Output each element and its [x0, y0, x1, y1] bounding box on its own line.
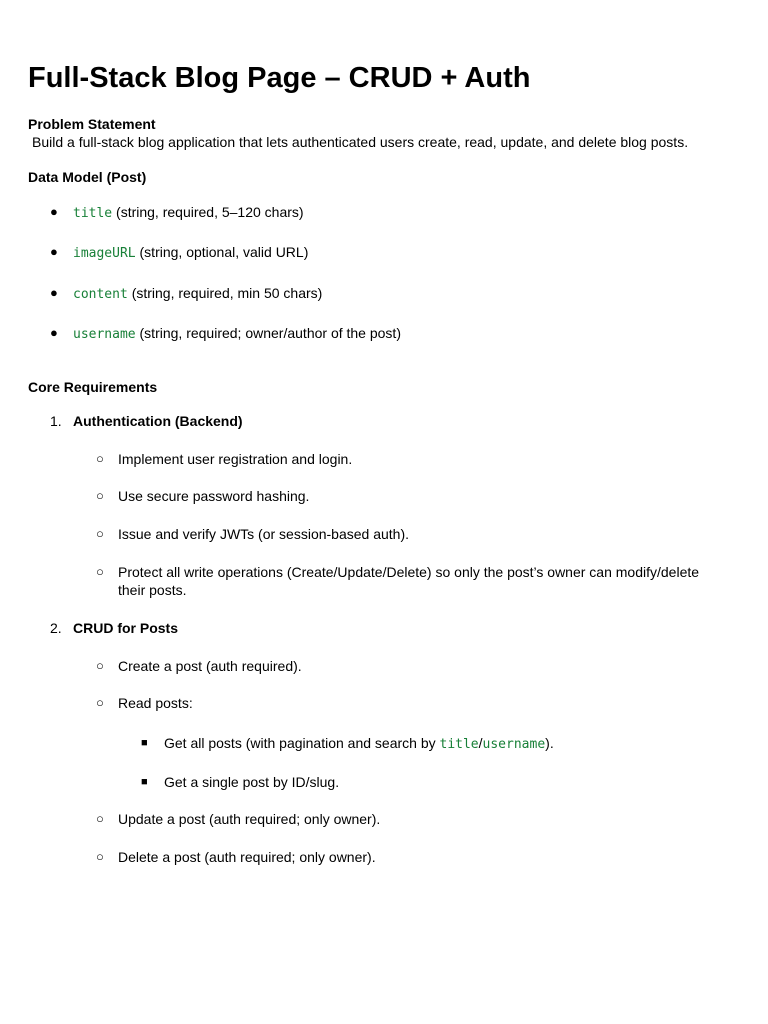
- field-desc: (string, required, min 50 chars): [131, 285, 323, 301]
- subitem-text: Get all posts (with pagination and search by: [164, 735, 440, 751]
- circle-bullet-icon: ○: [96, 488, 104, 503]
- list-item: Read posts:: [118, 695, 193, 711]
- core-requirements-heading: Core Requirements: [28, 379, 158, 395]
- section-label-authentication: Authentication (Backend): [73, 413, 243, 429]
- list-item: Use secure password hashing.: [118, 488, 310, 504]
- square-bullet-icon: ■: [141, 737, 148, 749]
- circle-bullet-icon: ○: [96, 564, 104, 579]
- page-title: Full-Stack Blog Page – CRUD + Auth: [28, 62, 531, 94]
- data-model-heading: Data Model (Post): [28, 169, 147, 185]
- circle-bullet-icon: ○: [96, 526, 104, 541]
- field-name-code: content: [73, 287, 128, 302]
- field-desc: (string, required; owner/author of the post): [139, 325, 401, 341]
- slash-text: /: [478, 735, 483, 751]
- circle-bullet-icon: ○: [96, 811, 104, 826]
- list-item: Implement user registration and login.: [118, 451, 353, 467]
- list-item: Get a single post by ID/slug.: [164, 774, 340, 790]
- field-desc: (string, optional, valid URL): [139, 244, 309, 260]
- field-name-code: username: [73, 327, 136, 342]
- field-item: [73, 284, 322, 304]
- list-item: Delete a post (auth required; only owner).: [118, 849, 376, 865]
- problem-statement-text: Build a full-stack blog application that lets authenticated users create, read, update, and delete blog posts.: [32, 134, 689, 150]
- list-item: Create a post (auth required).: [118, 658, 302, 674]
- field-item: [73, 324, 401, 344]
- square-bullet-icon: ■: [141, 776, 148, 788]
- field-name-code: imageURL: [73, 246, 136, 261]
- list-item: [164, 734, 554, 754]
- bullet-icon: ●: [50, 325, 58, 340]
- field-item: [73, 203, 304, 223]
- circle-bullet-icon: ○: [96, 658, 104, 673]
- subitem-suffix: ).: [545, 735, 554, 751]
- bullet-icon: ●: [50, 244, 58, 259]
- circle-bullet-icon: ○: [96, 695, 104, 710]
- problem-statement-heading: Problem Statement: [28, 116, 156, 132]
- search-field-username-code: username: [482, 737, 546, 752]
- list-item: Issue and verify JWTs (or session-based auth).: [118, 526, 410, 542]
- bullet-icon: ●: [50, 285, 58, 300]
- section-number: 2.: [50, 620, 62, 636]
- bullet-icon: ●: [50, 204, 58, 219]
- section-number: 1.: [50, 413, 62, 429]
- field-name-code: title: [73, 206, 113, 221]
- field-desc: (string, required, 5–120 chars): [116, 204, 304, 220]
- circle-bullet-icon: ○: [96, 849, 104, 864]
- circle-bullet-icon: ○: [96, 451, 104, 466]
- search-field-title-code: title: [439, 737, 479, 752]
- list-item: Update a post (auth required; only owner).: [118, 811, 381, 827]
- section-label-crud: CRUD for Posts: [73, 620, 179, 636]
- list-item: Protect all write operations (Create/Update/Delete) so only the post’s owner can modify/delete their posts.: [118, 564, 700, 598]
- field-item: [73, 243, 308, 263]
